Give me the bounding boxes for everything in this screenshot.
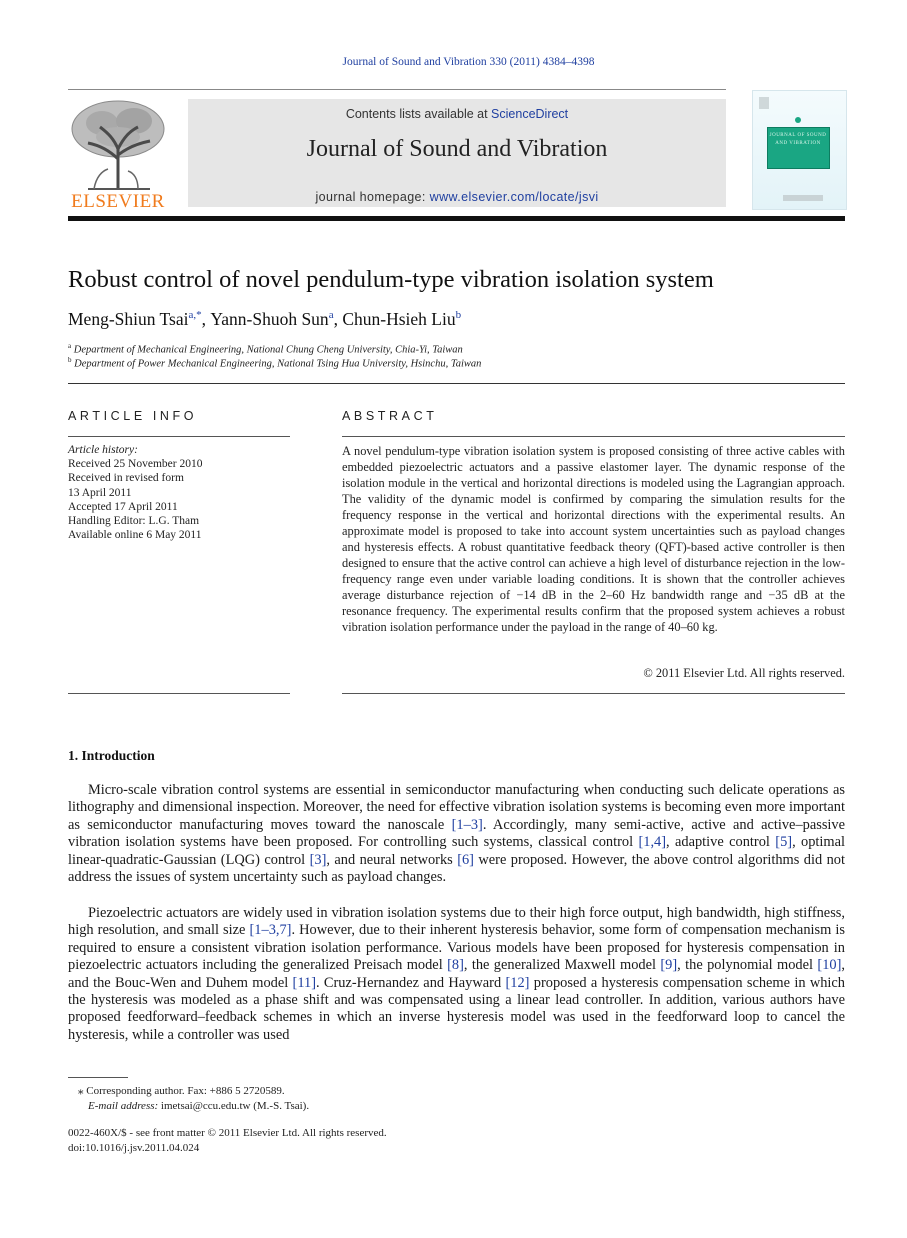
paragraph-text: Piezoelectric actuators are widely used in vibration isolation systems due to their high force output, high bandwidth, high stiffness, high resolution, and small size xyxy=(68,905,845,939)
journal-masthead xyxy=(68,89,845,211)
article-info-rule xyxy=(68,436,290,437)
paragraph-text: were proposed. However, the above control algorithms did not address the issues of system uncertainty such as payload changes. xyxy=(68,851,845,886)
paragraph-text: . Cruz-Hernandez and Hayward xyxy=(316,974,506,991)
sciencedirect-link[interactable]: ScienceDirect xyxy=(491,107,569,121)
cover-dot-icon xyxy=(795,117,801,123)
author-affiliation-marker[interactable]: b xyxy=(455,309,462,322)
author-name: Meng-Shiun Tsai xyxy=(68,309,189,329)
cover-footer-mark xyxy=(783,195,823,201)
journal-homepage-link[interactable]: www.elsevier.com/locate/jsvi xyxy=(429,190,599,204)
paragraph-text: , adaptive control xyxy=(666,834,776,851)
affiliation-marker: a xyxy=(68,342,72,350)
paragraph-text: , and neural networks xyxy=(326,851,458,868)
citation-link[interactable]: [1,4] xyxy=(638,834,667,851)
affiliation-divider xyxy=(68,383,845,384)
article-info-bottom-rule xyxy=(68,693,290,694)
article-info-heading: ARTICLE INFO xyxy=(68,409,198,423)
citation-link[interactable]: [9] xyxy=(660,957,678,974)
affiliation-marker: b xyxy=(68,356,72,364)
affiliation-b xyxy=(68,356,481,370)
citation-link[interactable]: [3] xyxy=(309,851,327,868)
author-list: Meng-Shiun Tsai$^{a,*}$, Yann-Shuoh Sun$^a$, Chun-Hsieh Liu$^b$ xyxy=(68,309,462,329)
section-heading-introduction: 1. Introduction xyxy=(68,748,155,763)
copyright-notice: © 2011 Elsevier Ltd. All rights reserved. xyxy=(643,666,845,680)
journal-citation[interactable]: Journal of Sound and Vibration 330 (2011) 4384–4398 xyxy=(342,56,595,68)
citation-link[interactable]: [5] xyxy=(775,834,793,851)
history-line: Available online 6 May 2011 xyxy=(68,529,202,542)
front-matter-note: 0022-460X/$ - see front matter © 2011 Elsevier Ltd. All rights reserved. xyxy=(68,1127,387,1139)
email-note xyxy=(88,1099,309,1113)
masthead-bottom-rule xyxy=(68,216,845,221)
paragraph-text: . Accordingly, many semi-active, active and active–passive vibration isolation systems have been proposed. For controlling such systems, classical control xyxy=(68,816,846,851)
intro-paragraph-1 xyxy=(68,782,845,886)
citation-link[interactable]: [10] xyxy=(817,957,842,974)
doi-link[interactable]: doi:10.1016/j.jsv.2011.04.024 xyxy=(68,1142,200,1154)
journal-cover-thumbnail[interactable] xyxy=(752,90,847,210)
journal-name: Journal of Sound and Vibration xyxy=(306,136,608,162)
homepage-prefix: journal homepage: xyxy=(315,190,430,204)
cover-title: JOURNAL OF SOUND AND VIBRATION xyxy=(769,133,827,146)
citation-link[interactable]: [1–3,7] xyxy=(249,922,292,939)
affiliation-a xyxy=(68,342,463,356)
masthead-top-rule xyxy=(68,89,726,90)
abstract-heading: ABSTRACT xyxy=(342,409,438,423)
author-name: Chun-Hsieh Liu xyxy=(342,309,456,329)
affiliation-text: Department of Mechanical Engineering, National Chung Cheng University, Chia-Yi, Taiwan xyxy=(73,344,463,356)
abstract-rule xyxy=(342,436,845,437)
paragraph-text: , and the Bouc-Wen and Duhem model xyxy=(68,957,845,991)
history-line: Accepted 17 April 2011 xyxy=(68,500,178,513)
citation-link[interactable]: [11] xyxy=(292,974,316,991)
citation-link[interactable]: [1–3] xyxy=(451,816,483,833)
abstract-body: A novel pendulum-type vibration isolation system is proposed consisting of three active cables with embedded piezoelectric actuators and a passive elastomer layer. The dynamic response of the isolation module in the vertical and horizontal directions is modeled using the Lagrangian approach. The validity of the dynamic model is confirmed by comparing the simulation results for the frequency response in the vertical and horizontal directions with the experimental results. An approximate model is proposed to take into account system uncertainties such as payload changes and hysteresis effects. A robust quantitative feedback theory (QFT)-based active controller is then designed to ensure that the active control can achieve a high level of disturbance rejection in the low-frequency range even under variable loading conditions. It is shown that the controller achieves average disturbance rejection of −14 dB in the 2–60 Hz bandwidth range and −35 dB at the resonance frequency. The experimental results confirm that the proposed system achieves a robust vibration isolation performance under the payload in the range of 40–60 kg. xyxy=(342,444,845,634)
contents-prefix: Contents lists available at xyxy=(345,107,492,121)
contents-line xyxy=(188,107,726,121)
citation-link[interactable]: [12] xyxy=(505,974,530,991)
tree-icon xyxy=(68,97,168,193)
email-label: E-mail address: xyxy=(88,1100,159,1112)
history-line: Received in revised form xyxy=(68,472,184,485)
paragraph-text: Micro-scale vibration control systems are essential in semiconductor manufacturing when conducting such delicate operations as lithography and dimensional inspection. Moreover, the need for effective vibration isolation systems is becoming even more important as semiconductor manufacturing moves toward the nanoscale xyxy=(68,782,845,833)
paragraph-text: , optimal linear-quadratic-Gaussian (LQG) control xyxy=(68,834,845,868)
paragraph-text: , the polynomial model xyxy=(677,957,818,974)
citation-link[interactable]: [6] xyxy=(457,851,474,868)
abstract-bottom-rule xyxy=(342,693,845,694)
author-affiliation-marker[interactable]: a xyxy=(328,309,334,322)
corresponding-author-note: ⁎ Corresponding author. Fax: +886 5 2720589. xyxy=(78,1085,285,1097)
elsevier-wordmark[interactable]: ELSEVIER xyxy=(71,191,165,212)
journal-banner xyxy=(188,99,726,207)
article-history xyxy=(68,443,202,542)
affiliation-text: Department of Power Mechanical Engineering, National Tsing Hua University, Hsinchu, Taiwan xyxy=(74,358,482,370)
footnote-rule xyxy=(68,1077,128,1078)
history-line: Received 25 November 2010 xyxy=(68,458,203,471)
cover-logo-icon xyxy=(759,97,769,109)
citation-link[interactable]: [8] xyxy=(447,957,464,974)
history-line: Handling Editor: L.G. Tham xyxy=(68,515,200,528)
author-email[interactable]: imetsai@ccu.edu.tw (M.-S. Tsai). xyxy=(158,1100,310,1112)
history-line: 13 April 2011 xyxy=(68,486,132,499)
history-title: Article history: xyxy=(68,444,138,456)
paragraph-text: . However, due to their inherent hysteresis behavior, some form of compensation mechanism is required to ensure a consistent vibration isolation performance. Various models have been proposed for hysteresis compensation in piezoelectric actuators including the generalized Preisach model xyxy=(68,922,845,974)
homepage-line xyxy=(188,190,726,204)
author-name: Yann-Shuoh Sun xyxy=(210,309,329,329)
article-title: Robust control of novel pendulum-type vibration isolation system xyxy=(68,266,714,293)
author-affiliation-marker[interactable]: a,* xyxy=(188,309,202,322)
intro-paragraph-2 xyxy=(68,905,845,1044)
paragraph-text: proposed a hysteresis compensation scheme in which the hysteresis was modeled as a phase shift and was compensated using a linear lead controller. In addition, various authors have proposed feedforward–feedback schemes in which an inverse hysteresis model was used in the feedforward loop to cancel the hysteresis, while a controller was used xyxy=(68,974,845,1043)
paragraph-text: , the generalized Maxwell model xyxy=(463,957,661,974)
